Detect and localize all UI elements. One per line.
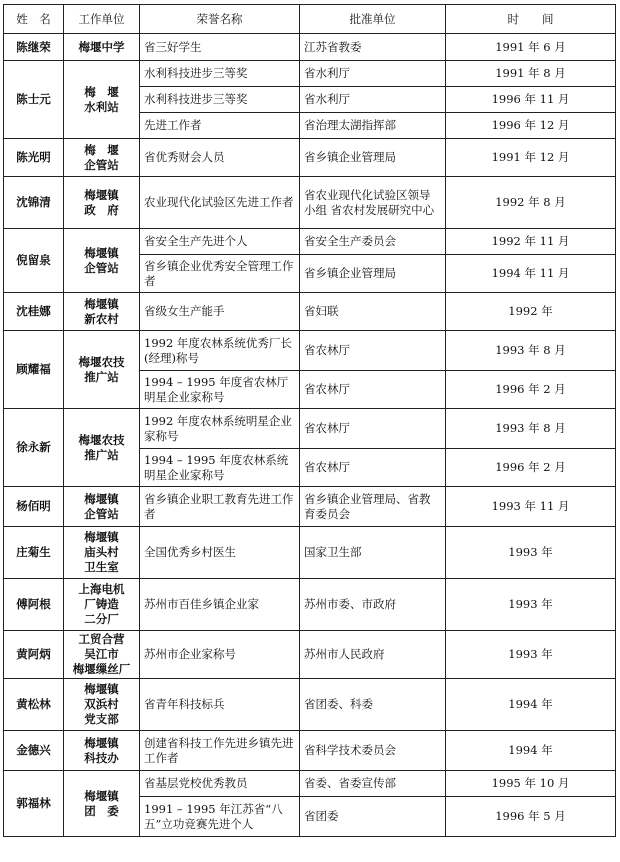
header-approver: 批准单位	[300, 5, 446, 34]
work-unit: 梅堰镇 企管站	[64, 487, 140, 527]
approving-body: 省乡镇企业管理局	[300, 139, 446, 177]
award-time: 1992 年	[446, 293, 616, 331]
table-body	[4, 34, 616, 837]
table-row	[4, 34, 616, 61]
table-row	[4, 177, 616, 229]
work-unit: 梅 堰 水利站	[64, 61, 140, 139]
approving-body: 苏州市委、市政府	[300, 579, 446, 631]
honor-name: 省乡镇企业优秀安全管理工作者	[140, 255, 300, 293]
approving-body: 苏州市人民政府	[300, 631, 446, 679]
approving-body: 省妇联	[300, 293, 446, 331]
work-unit: 梅堰镇 新农村	[64, 293, 140, 331]
work-unit: 梅堰中学	[64, 34, 140, 61]
work-unit: 梅堰镇 双浜村 党支部	[64, 679, 140, 731]
header-unit: 工作单位	[64, 5, 140, 34]
award-time: 1991 年 8 月	[446, 61, 616, 87]
work-unit: 工贸合营 吴江市 梅堰缫丝厂	[64, 631, 140, 679]
approving-body: 省农林厅	[300, 371, 446, 409]
honor-name: 苏州市百佳乡镇企业家	[140, 579, 300, 631]
approving-body: 江苏省教委	[300, 34, 446, 61]
honor-name: 1991 – 1995 年江苏省“八五”立功竞赛先进个人	[140, 797, 300, 837]
award-time: 1993 年 11 月	[446, 487, 616, 527]
approving-body: 省团委、科委	[300, 679, 446, 731]
award-time: 1993 年	[446, 631, 616, 679]
header-name: 姓 名	[4, 5, 64, 34]
person-name: 黄阿炳	[4, 631, 64, 679]
person-name: 傅阿根	[4, 579, 64, 631]
person-name: 陈光明	[4, 139, 64, 177]
table-row	[4, 409, 616, 449]
honor-name: 省级女生产能手	[140, 293, 300, 331]
award-time: 1994 年	[446, 679, 616, 731]
person-name: 郭福林	[4, 771, 64, 837]
award-time: 1993 年	[446, 579, 616, 631]
header-time: 时 间	[446, 5, 616, 34]
approving-body: 省科学技术委员会	[300, 731, 446, 771]
table-row	[4, 771, 616, 797]
approving-body: 省治理太湖指挥部	[300, 113, 446, 139]
award-time: 1996 年 11 月	[446, 87, 616, 113]
honor-name: 水利科技进步三等奖	[140, 61, 300, 87]
approving-body: 国家卫生部	[300, 527, 446, 579]
person-name: 杨佰明	[4, 487, 64, 527]
approving-body: 省农林厅	[300, 449, 446, 487]
award-time: 1996 年 2 月	[446, 371, 616, 409]
honor-name: 先进工作者	[140, 113, 300, 139]
award-time: 1991 年 6 月	[446, 34, 616, 61]
award-time: 1996 年 2 月	[446, 449, 616, 487]
table-row	[4, 631, 616, 679]
table-row	[4, 293, 616, 331]
approving-body: 省农林厅	[300, 331, 446, 371]
approving-body: 省乡镇企业管理局	[300, 255, 446, 293]
award-time: 1992 年 8 月	[446, 177, 616, 229]
honor-name: 省安全生产先进个人	[140, 229, 300, 255]
work-unit: 梅堰镇 科技办	[64, 731, 140, 771]
table-row	[4, 679, 616, 731]
honor-name: 省优秀财会人员	[140, 139, 300, 177]
approving-body: 省乡镇企业管理局、省教育委员会	[300, 487, 446, 527]
person-name: 陈继荣	[4, 34, 64, 61]
honor-name: 水利科技进步三等奖	[140, 87, 300, 113]
person-name: 徐永新	[4, 409, 64, 487]
person-name: 倪留泉	[4, 229, 64, 293]
honor-name: 省乡镇企业职工教育先进工作者	[140, 487, 300, 527]
table-row	[4, 579, 616, 631]
award-time: 1992 年 11 月	[446, 229, 616, 255]
work-unit: 梅堰镇 团 委	[64, 771, 140, 837]
honor-name: 1992 年度农林系统明星企业家称号	[140, 409, 300, 449]
honor-name: 省基层党校优秀教员	[140, 771, 300, 797]
table-row	[4, 61, 616, 87]
work-unit: 梅 堰 企管站	[64, 139, 140, 177]
approving-body: 省水利厅	[300, 61, 446, 87]
approving-body: 省农林厅	[300, 409, 446, 449]
person-name: 沈锦清	[4, 177, 64, 229]
award-time: 1993 年 8 月	[446, 409, 616, 449]
work-unit: 梅堰镇 企管站	[64, 229, 140, 293]
work-unit: 梅堰农技 推广站	[64, 331, 140, 409]
approving-body: 省团委	[300, 797, 446, 837]
award-time: 1994 年	[446, 731, 616, 771]
work-unit: 梅堰镇 庙头村 卫生室	[64, 527, 140, 579]
approving-body: 省委、省委宣传部	[300, 771, 446, 797]
award-time: 1993 年 8 月	[446, 331, 616, 371]
honor-name: 1994 – 1995 年度省农林厅明星企业家称号	[140, 371, 300, 409]
header-row	[4, 5, 616, 34]
table-row	[4, 229, 616, 255]
header-honor: 荣誉名称	[140, 5, 300, 34]
honor-name: 创建省科技工作先进乡镇先进工作者	[140, 731, 300, 771]
table-row	[4, 139, 616, 177]
work-unit: 梅堰农技 推广站	[64, 409, 140, 487]
award-time: 1993 年	[446, 527, 616, 579]
table-row	[4, 731, 616, 771]
approving-body: 省水利厅	[300, 87, 446, 113]
person-name: 陈士元	[4, 61, 64, 139]
table-row	[4, 331, 616, 371]
honor-name: 苏州市企业家称号	[140, 631, 300, 679]
table-row	[4, 527, 616, 579]
honor-name: 农业现代化试验区先进工作者	[140, 177, 300, 229]
approving-body: 省安全生产委员会	[300, 229, 446, 255]
honor-name: 全国优秀乡村医生	[140, 527, 300, 579]
honor-name: 省青年科技标兵	[140, 679, 300, 731]
honor-name: 1992 年度农林系统优秀厂长(经理)称号	[140, 331, 300, 371]
work-unit: 梅堰镇 政 府	[64, 177, 140, 229]
honor-name: 省三好学生	[140, 34, 300, 61]
award-time: 1994 年 11 月	[446, 255, 616, 293]
person-name: 金德兴	[4, 731, 64, 771]
person-name: 黄松林	[4, 679, 64, 731]
award-time: 1996 年 5 月	[446, 797, 616, 837]
award-time: 1991 年 12 月	[446, 139, 616, 177]
person-name: 沈桂娜	[4, 293, 64, 331]
honors-table	[3, 4, 616, 837]
award-time: 1996 年 12 月	[446, 113, 616, 139]
work-unit: 上海电机 厂铸造 二分厂	[64, 579, 140, 631]
award-time: 1995 年 10 月	[446, 771, 616, 797]
person-name: 顾耀福	[4, 331, 64, 409]
approving-body: 省农业现代化试验区领导小组 省农村发展研究中心	[300, 177, 446, 229]
table-row	[4, 487, 616, 527]
honors-table-container	[3, 4, 616, 837]
person-name: 庄菊生	[4, 527, 64, 579]
honor-name: 1994 – 1995 年度农林系统明星企业家称号	[140, 449, 300, 487]
